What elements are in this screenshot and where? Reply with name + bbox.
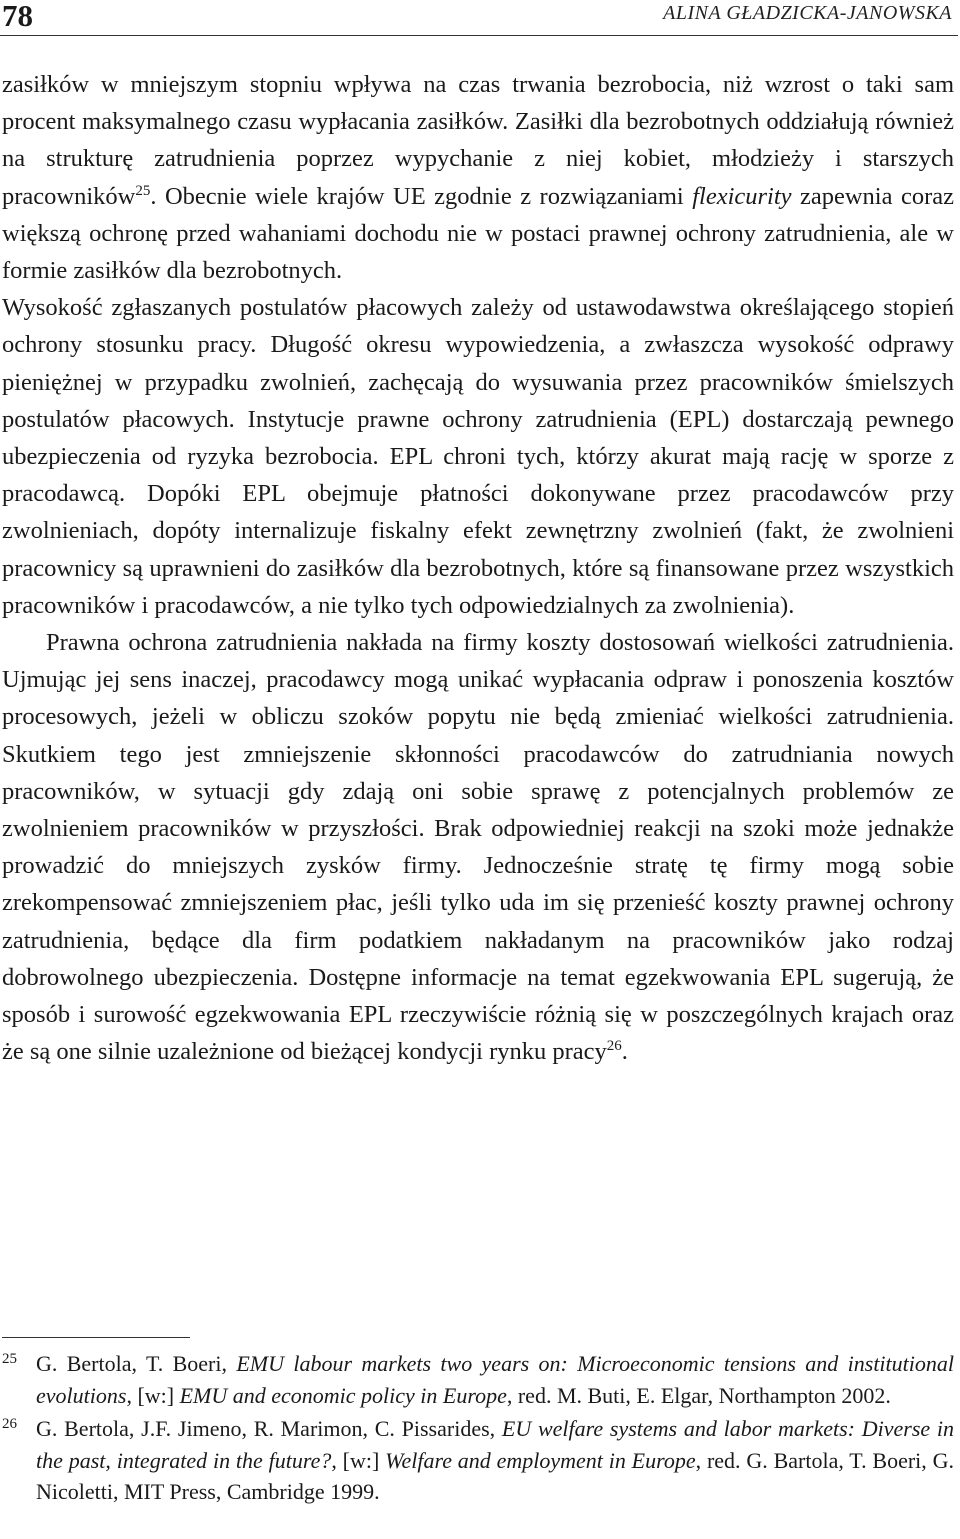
- paragraph-3: [2, 624, 954, 1070]
- page-number: 78: [2, 0, 33, 33]
- footnotes: [0, 1348, 954, 1510]
- footnote-rule: [2, 1337, 190, 1338]
- footnote-title: EU welfare systems and labor markets: Diverse in the past, integrated in the future?: [36, 1416, 954, 1473]
- footnote-ref-26[interactable]: 26: [606, 1038, 622, 1055]
- body-text: [2, 66, 954, 1070]
- footnote-in: , [w:]: [126, 1382, 180, 1408]
- footnote-authors: G. Bertola, T. Boeri,: [36, 1351, 237, 1376]
- paragraph-1-text-a: zasiłków w mniejszym stopniu wpływa na czas trwania bezrobocia, niż wzrost o taki sam procent maksymalnego czasu wypłacania zasiłków. Zasiłki dla bezrobotnych oddziałują również na strukturę zatrudnienia poprzez wypychanie z niej kobiet, młodzieży i starszych pracowników: [2, 71, 954, 210]
- paragraph-3-text-b: .: [621, 1038, 628, 1066]
- footnote-26: [0, 1413, 954, 1508]
- footnote-authors: G. Bertola, J.F. Jimeno, R. Marimon, C. Pissarides,: [36, 1416, 502, 1442]
- footnote-25: [0, 1348, 954, 1411]
- paragraph-1-text-c: zapewnia coraz większą ochronę przed wahaniami dochodu nie w postaci prawnej ochrony zatrudnienia, ale w formie zasiłków dla bezrobotnych.: [2, 182, 954, 285]
- footnote-publisher: , red. M. Buti, E. Elgar, Northampton 2002.: [506, 1382, 891, 1408]
- footnote-number: 26: [2, 1416, 17, 1433]
- footnote-ref-25[interactable]: 25: [135, 182, 151, 199]
- footnote-publisher: , red. G. Bartola, T. Boeri, G. Nicoletti, MIT Press, Cambridge 1999.: [36, 1447, 955, 1505]
- footnote-book: Welfare and employment in Europe: [385, 1447, 696, 1473]
- running-head: [0, 0, 960, 40]
- paragraph-1-text-b: . Obecnie wiele krajów UE zgodnie z rozwiązaniami: [150, 182, 693, 210]
- running-head-author: ALINA GŁADZICKA-JANOWSKA: [663, 2, 952, 24]
- header-rule: [0, 35, 958, 36]
- footnote-title: EMU labour markets two years on: Microeconomic tensions and institutional evolutions: [36, 1351, 954, 1408]
- footnote-number: 25: [2, 1351, 17, 1367]
- footnote-in: , [w:]: [331, 1447, 386, 1473]
- footnote-book: EMU and economic policy in Europe: [179, 1382, 507, 1408]
- paragraph-1: [2, 66, 954, 289]
- term-flexicurity: flexicurity: [692, 182, 792, 210]
- paragraph-3-text-a: Prawna ochrona zatrudnienia nakłada na firmy koszty dostosowań wielkości zatrudnienia. Ujmując jej sens inaczej, pracodawcy mogą unikać wypłacania odpraw i ponoszenia kosztów procesowych, jeżeli w obliczu szoków popytu nie będą zmieniać wielkości zatrudnienia. Skutkiem tego jest zmniejszenie skłonności pracodawców do zatrudniania nowych pracowników, w sytuacji gdy zdają oni sobie sprawę z potencjalnych problemów ze zwolnieniem pracowników w przyszłości. Brak odpowiedniej reakcji na szoki może jednakże prowadzić do mniejszych zysków firmy. Jednocześnie stratę tę firmy mogą sobie zrekompensować zmniejszeniem płac, jeśli tylko uda im się przenieść koszty prawnej ochrony zatrudnienia, będące dla firm podatkiem nakładanym na pracowników jako rodzaj dobrowolnego ubezpieczenia. Dostępne informacje na temat egzekwowania EPL sugerują, że sposób i surowość egzekwowania EPL rzeczywiście różnią się w poszczególnych krajach oraz że są one silnie uzależnione od bieżącej kondycji rynku pracy: [2, 629, 954, 1066]
- paragraph-2: Wysokość zgłaszanych postulatów płacowych zależy od ustawodawstwa określającego stopień ochrony stosunku pracy. Długość okresu wypowiedzenia, a zwłaszcza wysokość odprawy pieniężnej w przypadku zwolnień, zachęcają do wysuwania przez pracowników śmielszych postulatów płacowych. Instytucje prawne ochrony zatrudnienia (EPL) dostarczają pewnego ubezpieczenia od ryzyka bezrobocia. EPL chroni tych, którzy akurat mają rację w sporze z pracodawcą. Dopóki EPL obejmuje płatności dokonywane przez pracodawców przy zwolnieniach, dopóty internalizuje fiskalny efekt zewnętrzny zwolnień (fakt, że zwolnieni pracownicy są uprawnieni do zasiłków dla bezrobotnych, które są finansowane przez wszystkich pracowników i pracodawców, a nie tylko tych odpowiedzialnych za zwolnienia).: [2, 294, 954, 619]
